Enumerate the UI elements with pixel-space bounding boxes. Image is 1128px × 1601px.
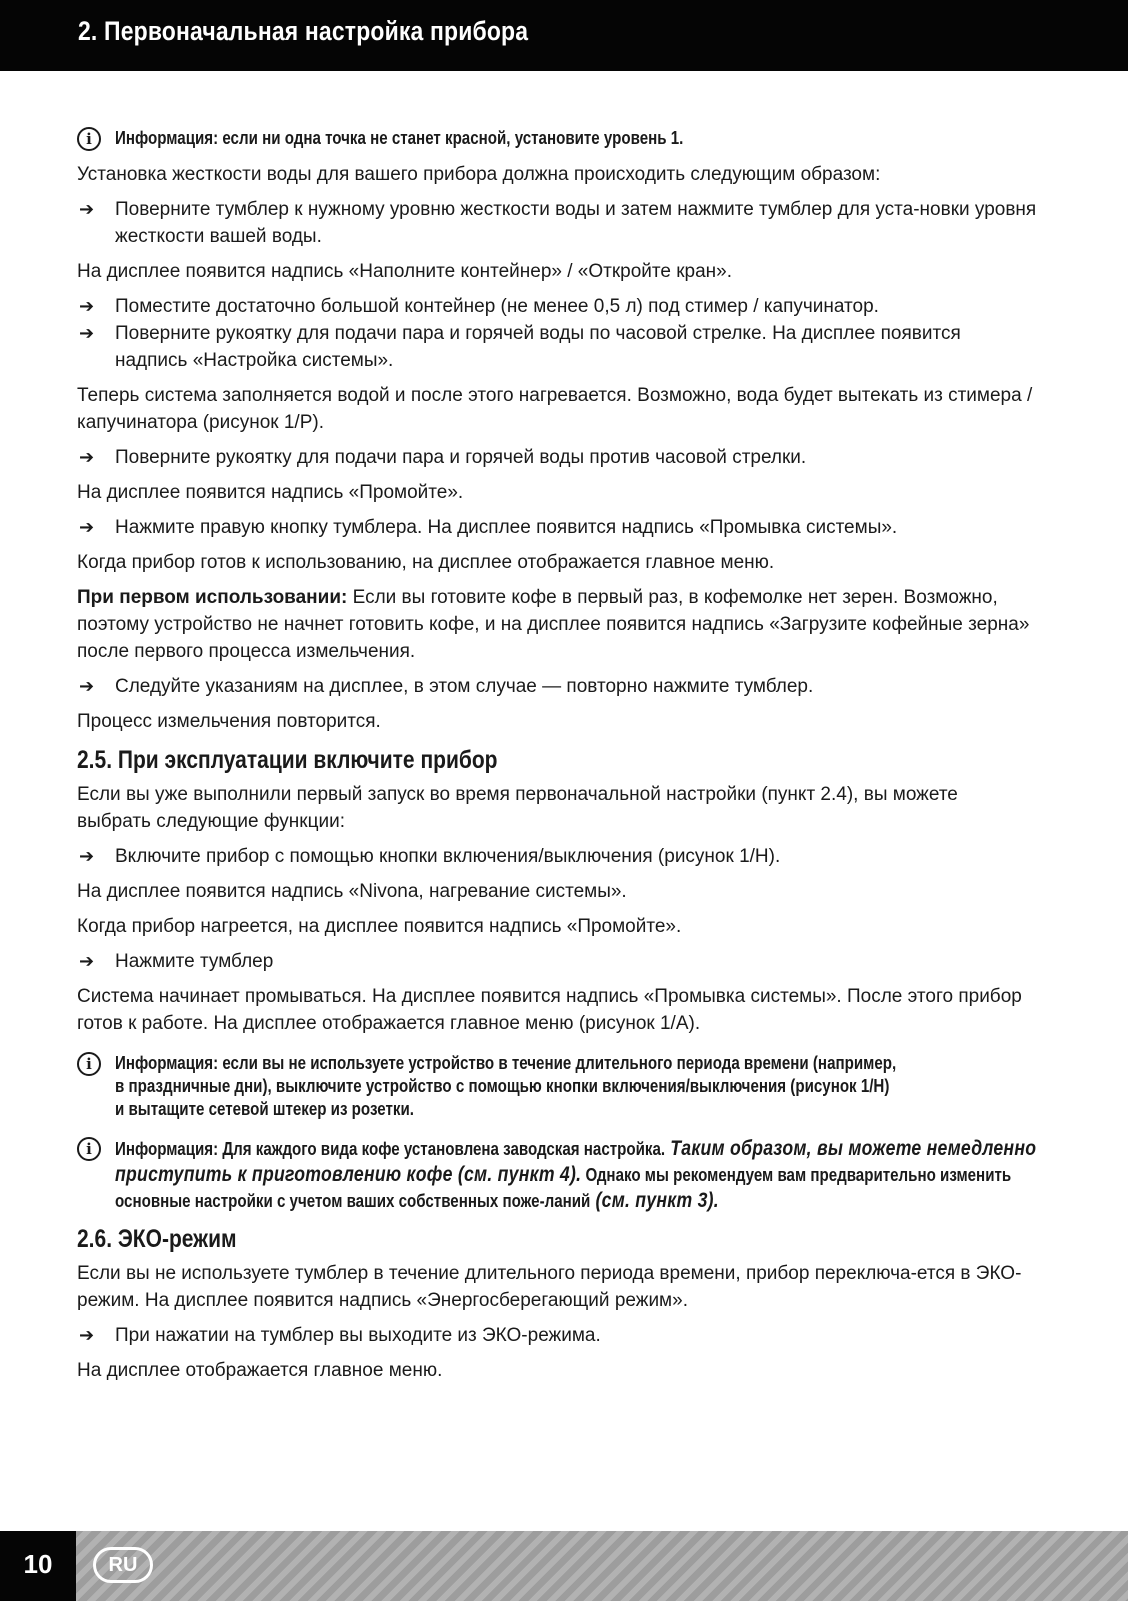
paragraph: Процесс измельчения повторится. — [77, 711, 381, 732]
paragraph-lead: При первом использовании: — [77, 587, 348, 608]
language-badge: RU — [93, 1547, 153, 1583]
page-number: 10 — [23, 1549, 53, 1579]
info-circle-icon: i — [77, 127, 101, 151]
footer-bar — [0, 1531, 1128, 1601]
paragraph: На дисплее появится надпись «Nivona, нагревание системы». — [77, 881, 627, 902]
arrow-right-icon: ➔ — [79, 199, 95, 219]
info-line: Информация: если вы не используете устройство в течение длительного периода времени (например, — [115, 1053, 897, 1073]
list-item-text: Нажмите правую кнопку тумблера. На дисплее появится надпись «Промывка системы». — [115, 517, 898, 538]
info-note — [77, 1051, 1037, 1122]
subsection-heading-2-5: 2.5. При эксплуатации включите прибор — [77, 746, 498, 774]
info-text-block — [115, 1136, 1064, 1214]
info-circle-icon: i — [77, 1137, 101, 1161]
paragraph: На дисплее появится надпись «Промойте». — [77, 482, 464, 503]
list-item — [77, 196, 1037, 250]
arrow-right-icon: ➔ — [79, 296, 95, 316]
subsection-heading-2-6: 2.6. ЭКО-режим — [77, 1225, 237, 1253]
paragraph: Если вы уже выполнили первый запуск во время первоначальной настройки (пункт 2.4), вы можете выбрать следующие функции: — [77, 784, 958, 832]
list-item — [77, 320, 1037, 374]
list-item-text: Поместите достаточно большой контейнер (не менее 0,5 л) под стимер / капучинатор. — [115, 296, 879, 317]
list-item — [77, 293, 1037, 320]
list-item-text: Следуйте указаниям на дисплее, в этом случае — повторно нажмите тумблер. — [115, 676, 814, 697]
list-item-text: При нажатии на тумблер вы выходите из ЭКО-режима. — [115, 1325, 601, 1346]
arrow-right-icon: ➔ — [79, 447, 95, 467]
info-text: Информация: если ни одна точка не станет красной, установите уровень 1. — [115, 128, 684, 148]
paragraph: На дисплее появится надпись «Наполните контейнер» / «Откройте кран». — [77, 261, 733, 282]
paragraph: Теперь система заполняется водой и после этого нагревается. Возможно, вода будет вытекать из стимера / капучинатора (рисунок 1/P). — [77, 385, 1033, 433]
list-item-text: Включите прибор с помощью кнопки включения/выключения (рисунок 1/H). — [115, 846, 781, 867]
list-item — [77, 514, 1037, 541]
paragraph-first-use — [77, 584, 1037, 665]
header-bar — [0, 0, 1128, 71]
list-item — [77, 843, 1037, 870]
arrow-right-icon: ➔ — [79, 517, 95, 537]
arrow-right-icon: ➔ — [79, 846, 95, 866]
page-content — [77, 126, 1037, 1392]
list-item — [77, 673, 1037, 700]
list-item — [77, 948, 1037, 975]
arrow-right-icon: ➔ — [79, 676, 95, 696]
paragraph: Когда прибор готов к использованию, на дисплее отображается главное меню. — [77, 552, 775, 573]
paragraph: На дисплее отображается главное меню. — [77, 1360, 443, 1381]
info-note — [77, 126, 1037, 151]
list-item — [77, 1322, 1037, 1349]
list-item-text: Поверните рукоятку для подачи пара и горячей воды по часовой стрелке. На дисплее появится надпись «Настройка системы». — [115, 323, 961, 371]
info-emphasis: (см. пункт 3). — [590, 1189, 719, 1212]
paragraph: Когда прибор нагреется, на дисплее появится надпись «Промойте». — [77, 916, 682, 937]
list-item — [77, 444, 1037, 471]
info-note — [77, 1136, 1037, 1214]
arrow-right-icon: ➔ — [79, 323, 95, 343]
page-number-box — [0, 1531, 76, 1601]
arrow-right-icon: ➔ — [79, 951, 95, 971]
info-emphasis: Таким образом, вы можете немедленно приступить к приготовлению кофе (см. пункт 4). — [115, 1137, 1037, 1186]
info-text: Однако мы рекомендуем вам предварительно изменить основные настройки с учетом ваших собственных поже-ланий — [115, 1165, 1012, 1211]
info-line: в праздничные дни), выключите устройство с помощью кнопки включения/выключения (рисунок 1/H) — [115, 1076, 890, 1096]
info-line: и вытащите сетевой штекер из розетки. — [115, 1099, 414, 1119]
list-item-text: Нажмите тумблер — [115, 951, 274, 972]
paragraph: Если вы не используете тумблер в течение длительного периода времени, прибор переключа-ется в ЭКО-режим. На дисплее появится надпись «Энергосберегающий режим». — [77, 1263, 1022, 1311]
paragraph: Система начинает промываться. На дисплее появится надпись «Промывка системы». После этого прибор готов к работе. На дисплее отображается главное меню (рисунок 1/A). — [77, 986, 1022, 1034]
paragraph-text: Если вы готовите кофе в первый раз, в кофемолке нет зерен. Возможно, поэтому устройство не начнет готовить кофе, и на дисплее появится надпись «Загрузите кофейные зерна» после первого процесса измельчения. — [77, 587, 1030, 662]
list-item-text: Поверните тумблер к нужному уровню жесткости воды и затем нажмите тумблер для уста-новки уровня жесткости вашей воды. — [115, 199, 1037, 247]
arrow-right-icon: ➔ — [79, 1325, 95, 1345]
info-circle-icon: i — [77, 1052, 101, 1076]
paragraph: Установка жесткости воды для вашего прибора должна происходить следующим образом: — [77, 164, 881, 185]
info-text: Информация: Для каждого вида кофе установлена заводская настройка. — [115, 1139, 666, 1159]
list-item-text: Поверните рукоятку для подачи пара и горячей воды против часовой стрелки. — [115, 447, 807, 468]
section-title: 2. Первоначальная настройка прибора — [78, 16, 529, 46]
